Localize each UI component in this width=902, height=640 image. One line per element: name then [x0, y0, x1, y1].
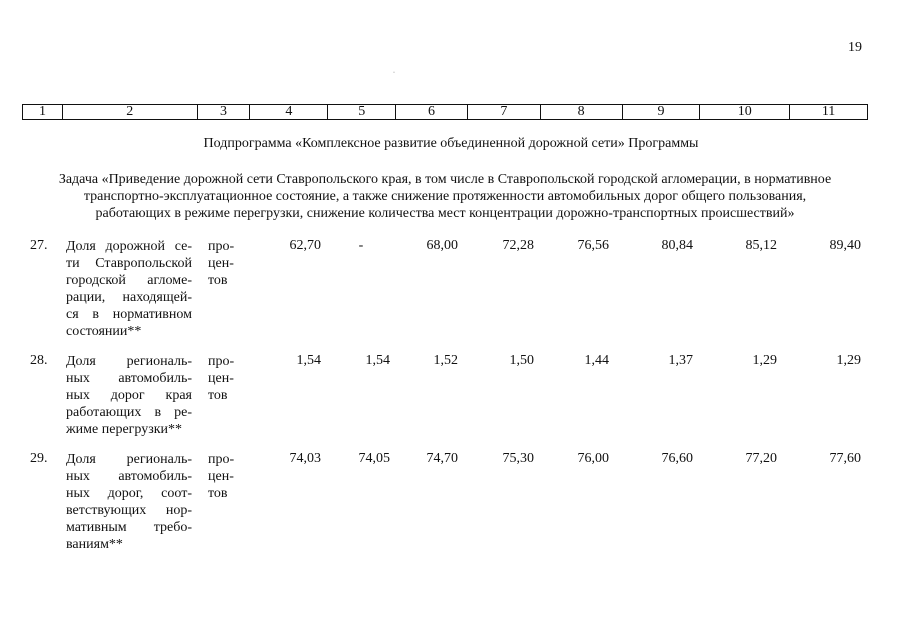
- value-cell: 1,29: [836, 353, 861, 368]
- task-description: [22, 171, 868, 222]
- subprogram-title: Подпрограмма «Комплексное развитие объединенной дорожной сети» Программы: [203, 136, 699, 151]
- row-number: 29.: [30, 451, 48, 466]
- value-cell: 77,60: [829, 451, 861, 466]
- unit-of-measure: [208, 238, 244, 289]
- unit-line: тов: [208, 388, 228, 403]
- column-number-header: [22, 104, 868, 120]
- column-number-11: 11: [789, 105, 867, 119]
- row-number: 27.: [30, 238, 48, 253]
- value-cell: 76,56: [577, 238, 609, 253]
- unit-line: цен-: [208, 371, 234, 386]
- value-cell: 1,37: [668, 353, 693, 368]
- value-cell: 76,00: [577, 451, 609, 466]
- indicator-name-line: состоянии**: [66, 324, 142, 339]
- value-cell: 1,52: [433, 353, 458, 368]
- column-number-10: 10: [699, 105, 789, 119]
- indicator-name: [66, 451, 192, 553]
- unit-of-measure: [208, 353, 244, 404]
- value-cell: 72,28: [502, 238, 534, 253]
- unit-line: про-: [208, 452, 235, 467]
- column-number-9: 9: [622, 105, 700, 119]
- indicator-name-line: ных дорог края: [66, 388, 192, 403]
- indicator-name-line: жиме перегрузки**: [66, 422, 183, 437]
- value-cell: 1,54: [296, 353, 321, 368]
- page-number: 19: [848, 40, 862, 55]
- value-cell: 62,70: [289, 238, 321, 253]
- value-cell: 80,84: [661, 238, 693, 253]
- value-cell: 1,44: [584, 353, 609, 368]
- indicator-name-line: ваниям**: [66, 537, 123, 552]
- column-number-4: 4: [249, 105, 327, 119]
- indicator-name-line: Доля дорожной се-: [66, 239, 192, 254]
- indicator-name-line: Доля региональ-: [66, 354, 192, 369]
- indicator-name-line: мативным требо-: [66, 520, 192, 535]
- task-line: транспортно-эксплуатационное состояние, а также снижение протяженности автомобильных дорог общего пользования,: [83, 189, 807, 204]
- unit-line: тов: [208, 486, 228, 501]
- indicator-name-line: ных автомобиль-: [66, 371, 192, 386]
- unit-line: про-: [208, 239, 235, 254]
- indicator-name: [66, 353, 192, 438]
- task-line: Задача «Приведение дорожной сети Ставропольского края, в том числе в Ставропольской городской агломерации, в нормативное: [58, 172, 832, 187]
- indicator-name: [66, 238, 192, 340]
- row-number: 28.: [30, 353, 48, 368]
- column-number-3: 3: [197, 105, 250, 119]
- value-cell: -: [358, 238, 364, 253]
- unit-line: тов: [208, 273, 228, 288]
- indicator-name-line: ветствующих нор-: [66, 503, 192, 518]
- value-cell: 75,30: [502, 451, 534, 466]
- indicator-name-line: ся в нормативном: [66, 307, 192, 322]
- indicator-name-line: ных автомобиль-: [66, 469, 192, 484]
- indicator-name-line: рации, находящей-: [66, 290, 192, 305]
- value-cell: 74,03: [289, 451, 321, 466]
- column-number-7: 7: [467, 105, 540, 119]
- indicator-name-line: городской агломе-: [66, 273, 192, 288]
- value-cell: 74,05: [358, 451, 390, 466]
- value-cell: 76,60: [661, 451, 693, 466]
- speck-mark: ·: [393, 70, 395, 76]
- value-cell: 1,54: [365, 353, 390, 368]
- indicator-name-line: ных дорог, соот-: [66, 486, 192, 501]
- unit-line: цен-: [208, 256, 234, 271]
- value-cell: 1,50: [509, 353, 534, 368]
- indicator-name-line: ти Ставропольской: [66, 256, 192, 271]
- value-cell: 77,20: [745, 451, 777, 466]
- unit-line: про-: [208, 354, 235, 369]
- value-cell: 85,12: [745, 238, 777, 253]
- indicator-name-line: Доля региональ-: [66, 452, 192, 467]
- column-number-6: 6: [395, 105, 467, 119]
- indicator-name-line: работающих в ре-: [66, 405, 192, 420]
- unit-of-measure: [208, 451, 244, 502]
- column-number-5: 5: [327, 105, 395, 119]
- column-number-8: 8: [540, 105, 622, 119]
- value-cell: 74,70: [426, 451, 458, 466]
- column-number-1: 1: [38, 104, 46, 119]
- value-cell: 68,00: [426, 238, 458, 253]
- task-line: работающих в режиме перегрузки, снижение количества мест концентрации дорожно-транспортных происшествий»: [95, 206, 795, 221]
- value-cell: 89,40: [829, 238, 861, 253]
- unit-line: цен-: [208, 469, 234, 484]
- column-number-2: 2: [62, 105, 197, 119]
- value-cell: 1,29: [752, 353, 777, 368]
